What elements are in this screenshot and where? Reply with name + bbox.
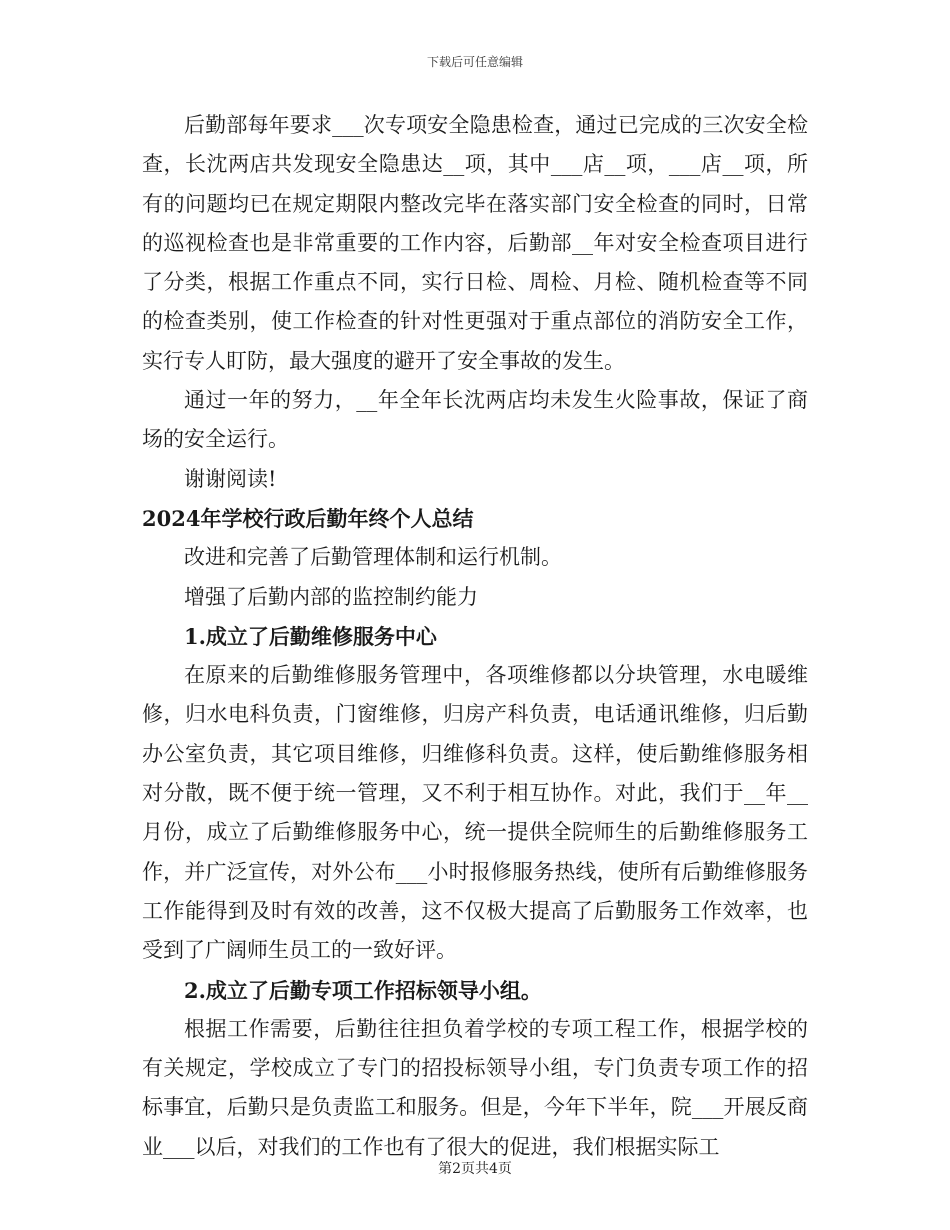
paragraph-thanks: 谢谢阅读!: [184, 466, 277, 491]
page-header-note: 下载后可任意编辑: [426, 55, 523, 69]
document-body: [142, 106, 808, 1167]
document-title: 2024年学校行政后勤年终个人总结: [142, 505, 474, 531]
paragraph-annual-result: 通过一年的努力，__年全年长沈两店均未发生火险事故，保证了商场的安全运行。: [142, 388, 808, 452]
paragraph-monitoring: 增强了后勤内部的监控制约能力: [184, 584, 478, 609]
paragraph-bidding-group: 根据工作需要，后勤往往担负着学校的专项工程工作，根据学校的有关规定，学校成立了专门的招投标领导小组，专门负责专项工作的招标事宜，后勤只是负责监工和服务。但是，今年下半年，院___开展反商业___以后，对我们的工作也有了很大的促进，我们根据实际工: [142, 1016, 808, 1159]
paragraph-mechanism: 改进和完善了后勤管理体制和运行机制。: [184, 545, 562, 570]
section-heading-bidding-group: 2.成立了后勤专项工作招标领导小组。: [184, 977, 542, 1003]
paragraph-repair-center: 在原来的后勤维修服务管理中，各项维修都以分块管理，水电暖维修，归水电科负责，门窗维修，归房产科负责，电话通讯维修，归后勤办公室负责，其它项目维修，归维修科负责。这样，使后勤维修服务相对分散，既不便于统一管理，又不利于相互协作。对此，我们于__年__月份，成立了后勤维修服务中心，统一提供全院师生的后勤维修服务工作，并广泛宣传，对外公布___小时报修服务热线，使所有后勤维修服务工作能得到及时有效的改善，这不仅极大提高了后勤服务工作效率，也受到了广阔师生员工的一致好评。: [142, 663, 808, 963]
section-heading-repair-center: 1.成立了后勤维修服务中心: [184, 623, 437, 649]
page-number-footer: 第2页共4页: [438, 1161, 512, 1177]
paragraph-safety-inspection: 后勤部每年要求___次专项安全隐患检查，通过已完成的三次安全检查，长沈两店共发现安全隐患达__项，其中___店__项，___店__项，所有的问题均已在规定期限内整改完毕在落实部门安全检查的同时，日常的巡视检查也是非常重要的工作内容，后勤部__年对安全检查项目进行了分类，根据工作重点不同，实行日检、周检、月检、随机检查等不同的检查类别，使工作检查的针对性更强对于重点部位的消防安全工作，实行专人盯防，最大强度的避开了安全事故的发生。: [142, 113, 808, 373]
